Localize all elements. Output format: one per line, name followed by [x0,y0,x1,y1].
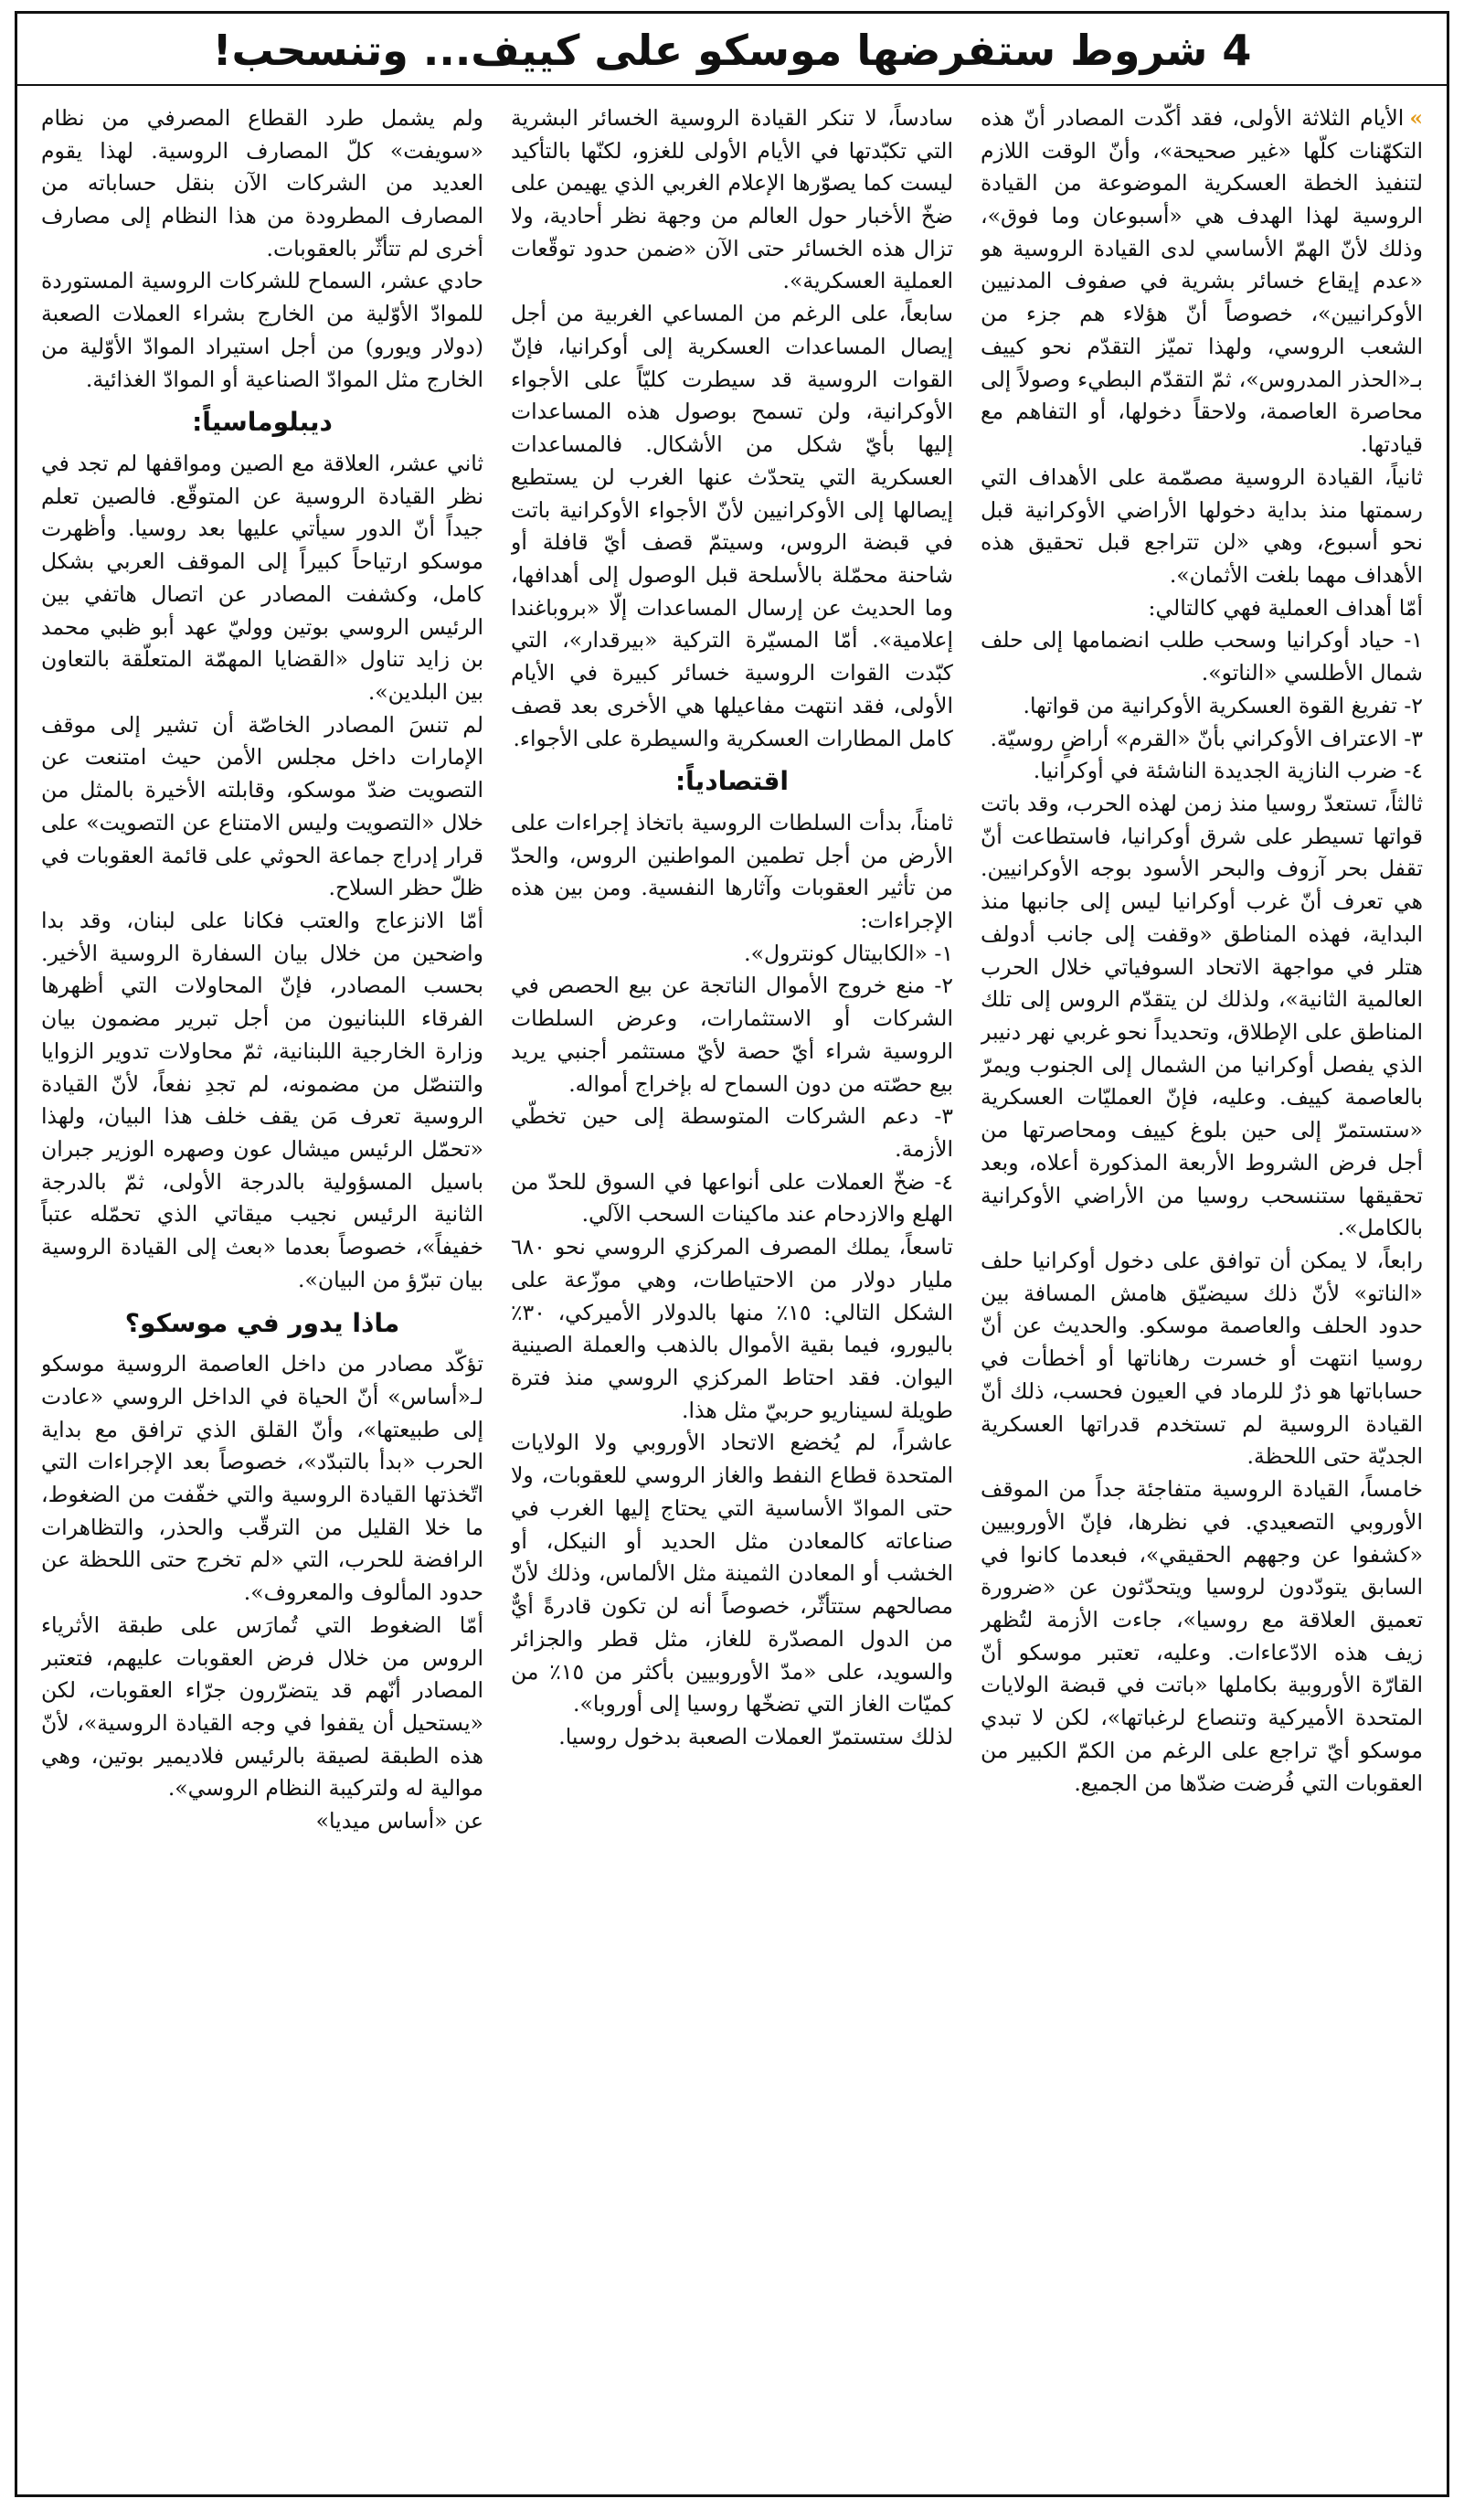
column-2 [511,102,953,2470]
paragraph: خامساً، القيادة الروسية متفاجئة جداً من الموقف الأوروبي التصعيدي. في نظرها، فإنّ الأوروبيين «كشفوا عن وجههم الحقيقي»، فبعدما كانوا في السابق يتودّدون لروسيا ويتحدّثون عن «ضرورة تعميق العلاقة مع روسيا»، جاءت الأزمة لتُظهر زيف هذه الادّعاءات. وعليه، تعتبر موسكو أنّ القارّة الأوروبية بكاملها «باتت في قبضة الولايات المتحدة الأميركية وتنصاع لرغباتها»، لكن لا تبدي موسكو أيّ تراجع على الرغم من الكمّ الكبير من العقوبات التي فُرضت ضدّها من الجميع. [981,1476,1423,1796]
paragraph: لذلك ستستمرّ العملات الصعبة بدخول روسيا. [558,1723,953,1749]
paragraph: عاشراً، لم يُخضع الاتحاد الأوروبي ولا الولايات المتحدة قطاع النفط والغاز الروسي للعقوبات، ولا حتى الموادّ الأساسية التي يحتاج إليها الغرب في صناعاته كالمعادن مثل الحديد أو النيكل، أو الخشب أو المعادن الثمينة مثل الألماس، وذلك لأنّ مصالحهم ستتأثّر، خصوصاً أنه لن تكون قادرةً أيٌّ من الدول المصدّرة للغاز، مثل قطر والجزائر والسويد، على «مدّ الأوروبيين بأكثر من ١٥٪ من كميّات الغاز التي تضخّها روسيا إلى أوروبا». [511,1430,953,1717]
paragraph: سادساً، لا تنكر القيادة الروسية الخسائر البشرية التي تكبّدتها في الأيام الأولى للغزو، لكنّها بالتأكيد ليست كما يصوّرها الإعلام الغربي الذي يهيمن على ضخّ الأخبار حول العالم من وجهة نظر أحادية، ولا تزال هذه الخسائر حتى الآن «ضمن حدود توقّعات العملية العسكرية». [511,104,953,294]
paragraph-text: الأيام الثلاثة الأولى، فقد أكّدت المصادر أنّ هذه التكهّنات كلّها «غير صحيحة»، وأنّ الوقت اللازم لتنفيذ الخطة العسكرية الموضوعة من القيادة الروسية لهذا الهدف هي «أسبوعان وما فوق»، وذلك لأنّ الهمّ الأساسي لدى القيادة الروسية هو «عدم إيقاع خسائر بشرية في صفوف المدنيين الأوكرانيين»، خصوصاً أنّ هؤلاء هم جزء من الشعب الروسي، ولهذا تميّز التقدّم نحو كييف بـ«الحذر المدروس»، ثمّ التقدّم البطيء وصولاً إلى محاصرة العاصمة، ولاحقاً دخولها، أو التفاهم مع قيادتها. [981,104,1423,458]
paragraph: أمّا الضغوط التي تُمارَس على طبقة الأثرياء الروس من خلال فرض العقوبات عليهم، فتعتبر المصادر أنّهم قد يتضرّرون جرّاء العقوبات، لكن «يستحيل أن يقفوا في وجه القيادة الروسية»، لأنّ هذه الطبقة لصيقة بالرئيس فلاديمير بوتين، وهي موالية له ولتركيبة النظام الروسي». [41,1611,483,1802]
paragraph: ثالثاً، تستعدّ روسيا منذ زمن لهذه الحرب، وقد باتت قواتها تسيطر على شرق أوكرانيا، فاستطاعت أنّ تقفل بحر آزوف والبحر الأسود بوجه الأوكرانيين. هي تعرف أنّ غرب أوكرانيا ليس إلى جانبها منذ البداية، فهذه المناطق «وقفت إلى جانب أدولف هتلر في مواجهة الاتحاد السوفياتي خلال الحرب العالمية الثانية»، ولذلك لن يتقدّم الروس إلى تلك المناطق على الإطلاق، وتحديداً نحو غربي نهر دنيبر الذي يفصل أوكرانيا من الشمال إلى الجنوب ويمرّ بالعاصمة كييف. وعليه، فإنّ العمليّات العسكرية «ستستمرّ إلى حين بلوغ كييف ومحاصرتها من أجل فرض الشروط الأربعة المذكورة أعلاه، وبعد تحقيقها ستنسحب روسيا من الأراضي الأوكرانية بالكامل». [981,790,1423,1241]
paragraph: ثاني عشر، العلاقة مع الصين ومواقفها لم تجد في نظر القيادة الروسية عن المتوقّع. فالصين تعلم جيداً أنّ الدور سيأتي عليها بعد روسيا. وأظهرت موسكو ارتياحاً كبيراً إلى الموقف العربي بشكل كامل، وكشفت المصادر عن اتصال هاتفي بين الرئيس الروسي بوتين ووليّ عهد أبو ظبي محمد بن زايد تناول «القضايا المهمّة المتعلّقة بالتعاون بين البلدين». [41,450,483,705]
paragraph: رابعاً، لا يمكن أن توافق على دخول أوكرانيا حلف «الناتو» لأنّ ذلك سيضيّق هامش المسافة بين حدود الحلف والعاصمة موسكو. والحديث عن أنّ روسيا انتهت أو خسرت رهاناتها أو أخطأت في حساباتها هو ذرٌ للرماد في العيون فحسب، ذلك أنّ القيادة الروسية لم تستخدم قدراتها العسكرية الجديّة حتى اللحظة. [981,1248,1423,1470]
paragraph: حادي عشر، السماح للشركات الروسية المستوردة للموادّ الأوّلية من الخارج بشراء العملات الصعبة (دولار ويورو) من أجل استيراد الموادّ الأوّلية من الخارج مثل الموادّ الصناعية أو الموادّ الغذائية. [41,268,483,392]
column-3 [41,102,483,2470]
list-item: ٢- تفريغ القوة العسكرية الأوكرانية من قواتها. [1023,692,1423,718]
paragraph: تاسعاً، يملك المصرف المركزي الروسي نحو ٦٨٠ مليار دولار من الاحتياطات، وهي موزّعة على الشكل التالي: ١٥٪ منها بالدولار الأميركي، ٣٠٪ باليورو، فيما بقية الأموال بالذهب والعملة الصينية اليوان. فقد احتاط المركزي الروسي منذ فترة طويلة لسيناريو حربيّ مثل هذا. [511,1234,953,1423]
paragraph: أمّا الانزعاج والعتب فكانا على لبنان، وقد بدا واضحين من خلال بيان السفارة الروسية الأخير. بحسب المصادر، فإنّ المحاولات التي أظهرها الفرقاء اللبنانيون من أجل تبرير مضمون بيان وزارة الخارجية اللبنانية، ثمّ محاولات تدوير الزوايا والتنصّل من مضمونه، لم تجدِ نفعاً، لأنّ القيادة الروسية تعرف مَن يقف خلف هذا البيان، ولهذا «تحمّل الرئيس ميشال عون وصهره الوزير جبران باسيل المسؤولية بالدرجة الأولى، ثمّ بالدرجة الثانية الرئيس نجيب ميقاتي الذي تحمّله عتباً خفيفاً»، خصوصاً بعدما «بعث إلى القيادة الروسية بيان تبرّؤ من البيان». [41,907,483,1292]
list-item: ٤- ضخّ العملات على أنواعها في السوق للحدّ من الهلع والازدحام عند ماكينات السحب الآلي. [511,1168,953,1228]
list-item: ٤- ضرب النازية الجديدة الناشئة في أوكرانيا. [1033,758,1423,784]
paragraph: ثانياً، القيادة الروسية مصمّمة على الأهداف التي رسمتها منذ بداية دخولها الأراضي الأوكرانية قبل نحو أسبوع، وهي «لن تتراجع قبل تحقيق هذه الأهداف مهما بلغت الأثمان». [981,463,1423,588]
headline: 4 شروط ستفرضها موسكو على كييف... وتنسحب! [17,14,1447,86]
section-heading-diplomacy: ديبلوماسياً: [192,407,333,438]
list-item: ١- «الكابيتال كونترول». [744,940,953,966]
list-item: ١- حياد أوكرانيا وسحب طلب انضمامها إلى حلف شمال الأطلسي «الناتو». [981,627,1423,686]
section-heading-moscow: ماذا يدور في موسكو؟ [124,1307,400,1338]
paragraph: لم تنسَ المصادر الخاصّة أن تشير إلى موقف الإمارات داخل مجلس الأمن حيث امتنعت عن التصويت ضدّ موسكو، وقابلته الأخيرة بالمثل من خلال «التصويت وليس الامتناع عن التصويت» على قرار إدراج جماعة الحوثي على قائمة العقوبات في ظلّ حظر السلاح. [41,711,483,901]
paragraph: سابعاً، على الرغم من المساعي الغربية من أجل إيصال المساعدات العسكرية إلى أوكرانيا، فإنّ القوات الروسية قد سيطرت كليّاً على الأجواء الأوكرانية، ولن تسمح بوصول هذه المساعدات إليها بأيّ شكل من الأشكال. فالمساعدات العسكرية التي يتحدّث عنها الغرب لن يستطيع إيصالها إلى الأوكرانيين لأنّ الأجواء الأوكرانية باتت في قبضة الروس، وسيتمّ قصف أيّ قافلة أو شاحنة محمّلة بالأسلحة قبل الوصول إلى أهدافها، وما الحديث عن إرسال المساعدات إلّا «بروباغندا إعلامية». أمّا المسيّرة التركية «بيرقدار»، التي كبّدت القوات الروسية خسائر كبيرة في الأيام الأولى، فقد انتهت مفاعيلها هي الأخرى بعد قصف كامل المطارات العسكرية والسيطرة على الأجواء. [511,301,953,751]
paragraph: ولم يشمل طرد القطاع المصرفي من نظام «سويفت» كلّ المصارف الروسية. لهذا يقوم العديد من الشركات الآن بنقل حساباته من المصارف المطرودة من هذا النظام إلى مصارف أخرى لم تتأثّر بالعقوبات. [41,104,483,261]
column-1 [981,102,1423,2470]
article-columns [17,86,1447,2470]
paragraph: أمّا أهداف العملية فهي كالتالي: [1148,594,1423,621]
list-item: ٣- دعم الشركات المتوسطة إلى حين تخطّي الأزمة. [511,1103,953,1162]
paragraph: ثامناً، بدأت السلطات الروسية باتخاذ إجراءات على الأرض من أجل تطمين المواطنين الروس، والحدّ من تأثير العقوبات وآثارها النفسية. ومن بين هذه الإجراءات: [511,809,953,933]
paragraph: تؤكّد مصادر من داخل العاصمة الروسية موسكو لـ«أساس» أنّ الحياة في الداخل الروسي «عادت إلى طبيعتها»، وأنّ القلق الذي ترافق مع بداية الحرب «بدأ بالتبدّد»، خصوصاً بعد الإجراءات التي اتّخذتها القيادة الروسية والتي خفّفت من الضغوط، ما خلا القليل من الترقّب والحذر، والتظاهرات الرافضة للحرب، التي «لم تخرج حتى اللحظة عن حدود المألوف والمعروف». [41,1351,483,1606]
source-credit: عن «أساس ميديا» [315,1808,483,1834]
article-page [15,11,1449,2497]
list-item: ٢- منع خروج الأموال الناتجة عن بيع الحصص في الشركات أو الاستثمارات، وعرض السلطات الروسية شراء أيّ حصة لأيّ مستثمر أجنبي يريد بيع حصّته من دون السماح له بإخراج أمواله. [511,973,953,1097]
section-heading-economy: اقتصادياً: [674,766,790,797]
continuation-arrow-icon: » [1409,104,1423,131]
list-item: ٣- الاعتراف الأوكراني بأنّ «القرم» أراضٍ روسيّة. [990,725,1423,751]
paragraph [981,102,1423,462]
